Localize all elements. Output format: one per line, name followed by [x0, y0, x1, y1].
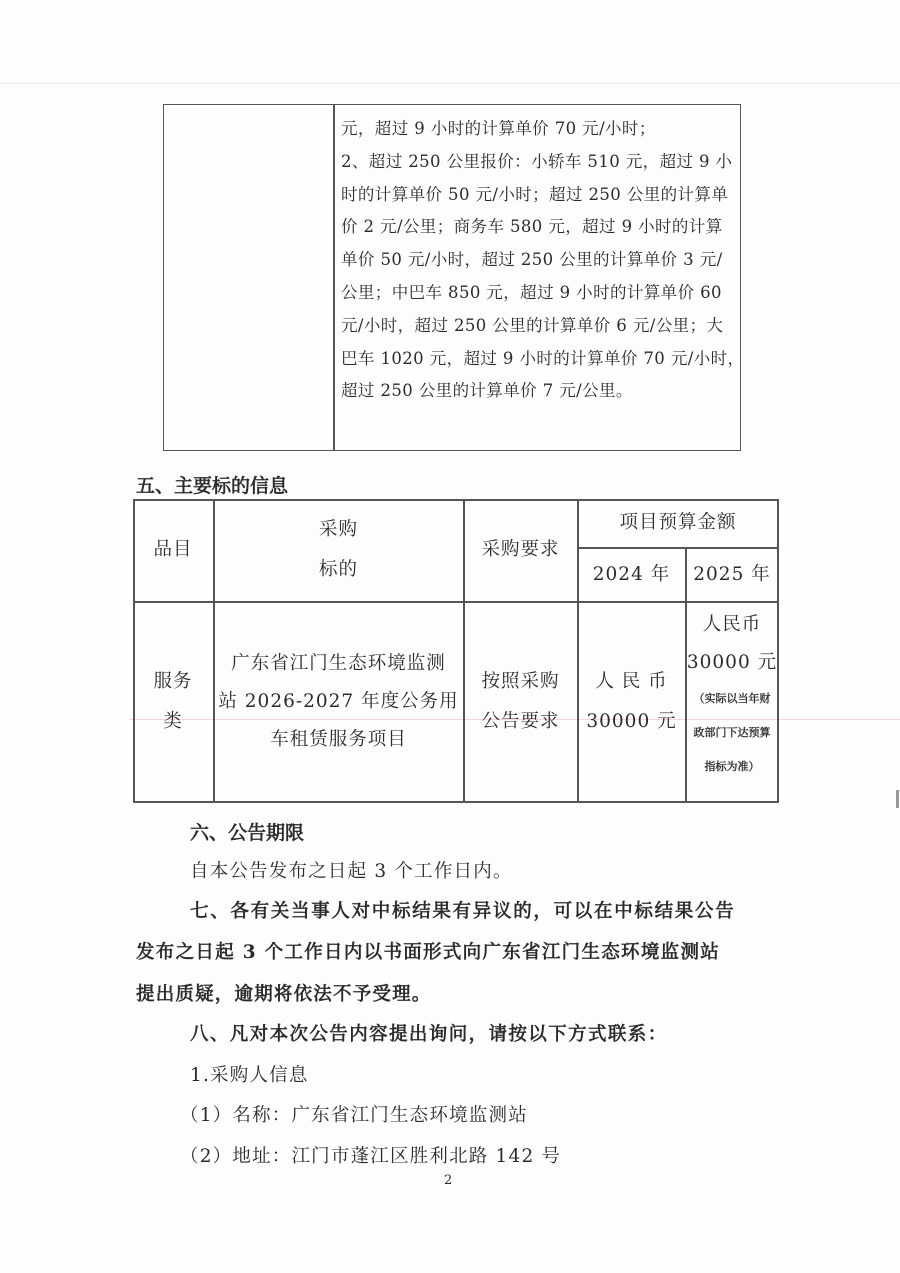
requirement-line: 按照采购 — [481, 670, 560, 692]
cell-category — [133, 602, 213, 801]
pricing-line: 超过 250 公里的计算单价 7 元/公里。 — [341, 381, 633, 401]
section7-line: 七、各有关当事人对中标结果有异议的，可以在中标结果公告 — [190, 901, 736, 922]
header-budget-label: 项目预算金额 — [619, 512, 737, 533]
cell-subject — [214, 602, 463, 801]
subject-line: 广东省江门生态环境监测 — [231, 652, 446, 674]
pricing-line: 单价 50 元/小时，超过 250 公里的计算单价 3 元/ — [341, 250, 723, 270]
header-year-label: 2025 年 — [693, 563, 771, 585]
section7-line: 发布之日起 3 个工作日内以书面形式向广东省江门生态环境监测站 — [136, 942, 721, 963]
pricing-line: 公里；中巴车 850 元，超过 9 小时的计算单价 60 — [341, 282, 722, 302]
section8-heading: 八、凡对本次公告内容提出询问，请按以下方式联系： — [190, 1024, 668, 1045]
category-line: 服务 — [153, 670, 193, 692]
pricing-line: 元/小时，超过 250 公里的计算单价 6 元/公里；大 — [341, 315, 724, 335]
table-divider — [333, 105, 335, 450]
budget-2024-line: 人 民 币 — [595, 670, 668, 692]
section7-line: 提出质疑，逾期将依法不予受理。 — [136, 984, 432, 1005]
header-subject-line: 标的 — [318, 559, 358, 580]
cell-requirement — [464, 602, 577, 801]
budget-2024-line: 30000 元 — [586, 710, 677, 732]
subject-info-table — [133, 499, 779, 803]
pricing-line: 2、超过 250 公里报价：小轿车 510 元，超过 9 小 — [341, 151, 733, 171]
table-border — [133, 801, 779, 803]
pricing-table — [163, 104, 745, 451]
header-requirement-label: 采购要求 — [481, 539, 560, 560]
category-line: 类 — [163, 710, 183, 732]
pricing-text — [341, 113, 745, 408]
cell-budget-2025 — [686, 602, 778, 801]
pricing-line: 时的计算单价 50 元/小时；超过 250 公里的计算单 — [341, 184, 729, 204]
header-year-2024 — [578, 548, 685, 601]
budget-2025-line: 30000 元 — [686, 652, 778, 673]
purchaser-name: （1）名称：广东省江门生态环境监测站 — [180, 1105, 528, 1126]
header-category — [133, 499, 213, 601]
scan-artifact-line — [0, 83, 900, 84]
page-number: 2 — [444, 1173, 453, 1188]
header-subject — [214, 499, 463, 601]
subject-line: 车租赁服务项目 — [270, 728, 407, 750]
header-budget — [578, 499, 778, 547]
header-year-2025 — [686, 548, 778, 601]
budget-2025-note: 政部门下达预算 — [693, 726, 771, 739]
cell-budget-2024 — [578, 602, 685, 801]
requirement-line: 公告要求 — [481, 710, 560, 732]
section6-text: 自本公告发布之日起 3 个工作日内。 — [190, 861, 513, 882]
section6-heading: 六、公告期限 — [190, 822, 305, 844]
purchaser-address: （2）地址：江门市蓬江区胜利北路 142 号 — [180, 1146, 562, 1167]
header-requirement — [464, 499, 577, 601]
header-subject-line: 采购 — [318, 519, 358, 540]
subject-line: 站 2026-2027 年度公务用 — [218, 690, 459, 712]
pricing-line: 价 2 元/公里；商务车 580 元，超过 9 小时的计算 — [341, 217, 723, 237]
pricing-line: 元，超过 9 小时的计算单价 70 元/小时； — [341, 119, 656, 138]
header-category-label: 品目 — [153, 539, 193, 560]
section5-heading: 五、主要标的信息 — [136, 475, 289, 497]
budget-2025-note: 指标为准） — [704, 760, 760, 773]
budget-2025-note: （实际以当年财 — [693, 692, 771, 705]
header-year-label: 2024 年 — [592, 563, 671, 585]
purchaser-info-heading: 1.采购人信息 — [190, 1065, 309, 1086]
pricing-line: 巴车 1020 元，超过 9 小时的计算单价 70 元/小时， — [341, 348, 745, 368]
budget-2025-line: 人民币 — [702, 614, 762, 635]
scan-edge-mark — [896, 790, 899, 808]
